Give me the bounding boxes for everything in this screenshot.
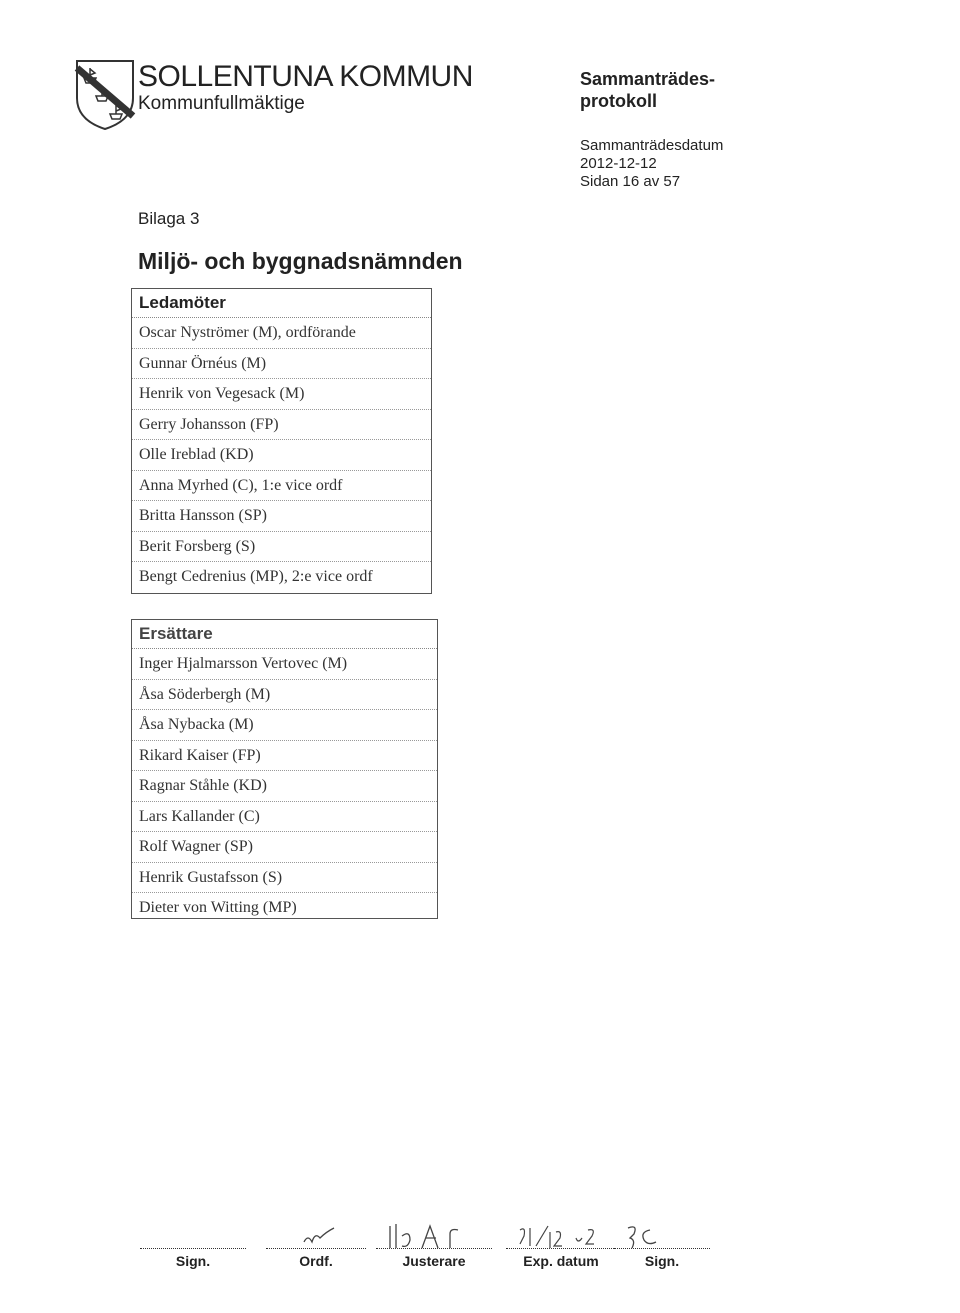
signature-field-exp-datum — [506, 1226, 616, 1276]
document-type-line-1: Sammanträdes- — [580, 69, 716, 89]
member-row: Gerry Johansson (FP) — [132, 410, 431, 441]
document-type — [580, 68, 715, 112]
substitute-row: Rikard Kaiser (FP) — [132, 741, 437, 772]
meeting-meta — [580, 137, 723, 191]
substitute-row: Åsa Nybacka (M) — [132, 710, 437, 741]
committee-title: Miljö- och byggnadsnämnden — [138, 248, 463, 274]
meeting-date-label: Sammanträdesdatum — [580, 137, 724, 154]
member-row: Berit Forsberg (S) — [132, 532, 431, 563]
members-table-header: Ledamöter — [132, 289, 431, 318]
organization-body: Kommunfullmäktige — [138, 93, 305, 114]
substitute-row: Henrik Gustafsson (S) — [132, 863, 437, 894]
handwritten-signature-sign — [622, 1222, 672, 1255]
organization-name: SOLLENTUNA KOMMUN — [138, 60, 473, 93]
handwritten-signature-ordf — [300, 1226, 340, 1253]
substitute-row: Åsa Söderbergh (M) — [132, 680, 437, 711]
handwritten-date — [516, 1224, 606, 1255]
signature-field-sign-1 — [140, 1226, 246, 1276]
municipality-coat-of-arms-logo — [74, 58, 136, 132]
substitute-row: Dieter von Witting (MP) — [139, 899, 297, 916]
signature-label: Ordf. — [299, 1253, 333, 1269]
attachment-label: Bilaga 3 — [138, 209, 200, 228]
member-row: Olle Ireblad (KD) — [132, 440, 431, 471]
substitute-row: Ragnar Ståhle (KD) — [132, 771, 437, 802]
substitute-row: Lars Kallander (C) — [132, 802, 437, 833]
substitutes-table-header: Ersättare — [132, 620, 437, 649]
signature-field-sign-2 — [614, 1226, 710, 1276]
signature-label: Exp. datum — [523, 1253, 599, 1269]
signature-field-ordf — [266, 1226, 366, 1276]
document-type-line-2: protokoll — [580, 91, 657, 111]
handwritten-signature-justerare — [384, 1222, 484, 1255]
page-number: Sidan 16 av 57 — [580, 173, 681, 190]
member-row: Henrik von Vegesack (M) — [132, 379, 431, 410]
signature-footer — [140, 1226, 720, 1276]
signature-line — [140, 1248, 246, 1249]
member-row: Anna Myrhed (C), 1:e vice ordf — [132, 471, 431, 502]
members-table — [131, 288, 432, 594]
substitutes-table — [131, 619, 438, 919]
member-row: Bengt Cedrenius (MP), 2:e vice ordf — [139, 568, 373, 585]
signature-label: Sign. — [175, 1253, 211, 1269]
member-row: Britta Hansson (SP) — [132, 501, 431, 532]
member-row: Gunnar Örnéus (M) — [132, 349, 431, 380]
signature-label: Justerare — [402, 1253, 466, 1269]
meeting-date: 2012-12-12 — [580, 155, 657, 172]
signature-label: Sign. — [644, 1253, 680, 1269]
organization-header — [138, 62, 473, 115]
member-row: Oscar Nyströmer (M), ordförande — [132, 318, 431, 349]
signature-field-justerare — [376, 1226, 492, 1276]
substitute-row: Inger Hjalmarsson Vertovec (M) — [132, 649, 437, 680]
substitute-row: Rolf Wagner (SP) — [132, 832, 437, 863]
